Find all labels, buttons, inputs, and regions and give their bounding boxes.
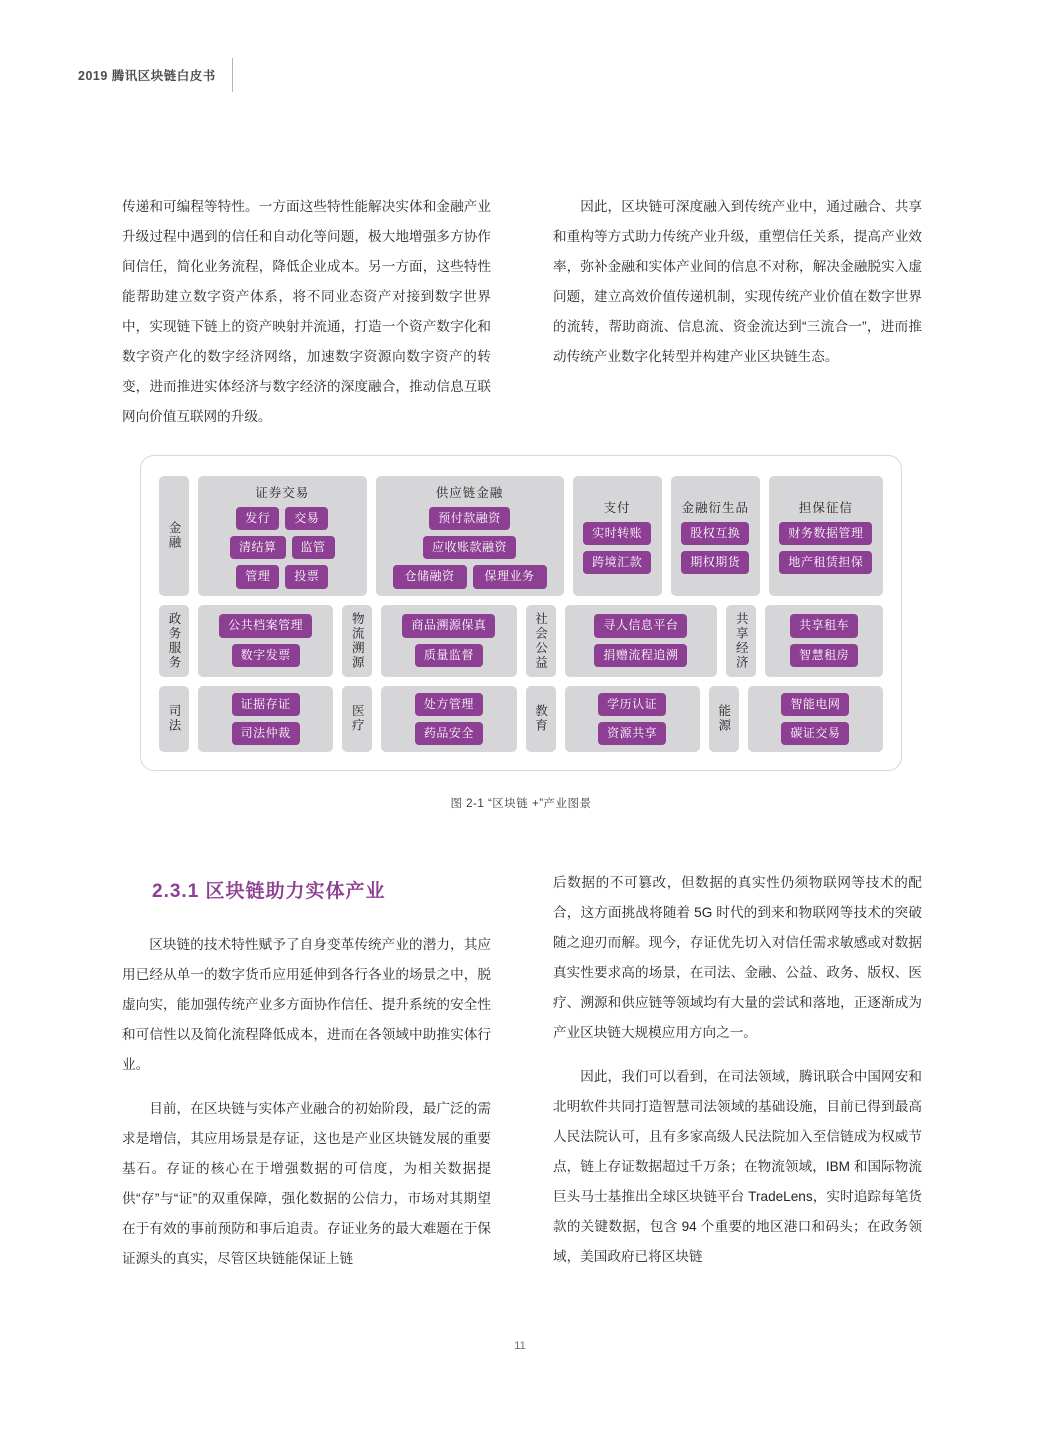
figure-chip: 质量监督 [415,644,483,667]
figure-group-title: 担保征信 [798,500,853,515]
figure-blockchain-industry-landscape [140,455,902,811]
figure-chip: 清结算 [230,536,286,559]
figure-group-sharing-economy [765,605,883,677]
figure-group-title: 供应链金融 [435,486,504,500]
figure-group-title: 支付 [603,500,631,515]
paragraph: 目前，在区块链与实体产业融合的初始阶段，最广泛的需求是增信，其应用场景是存证，这也是产业区块链发展的重要基石。存证的核心在于增强数据的可信度，为相关数据提供“存”与“证”的双重保障，强化数据的公信力，市场对其期望在于有效的事前预防和事后追责。存证业务的最大难题在于保证源头的真实，尽管区块链能保证上链 [122,1101,491,1266]
figure-group-securities [198,476,367,596]
figure-chip-list [390,614,507,666]
figure-chip: 数字发票 [232,644,300,667]
top-left-column [122,192,491,446]
figure-chip-list [390,693,507,745]
figure-category-label: 金融 [159,476,189,596]
paragraph: 传递和可编程等特性。一方面这些特性能解决实体和金融产业升级过程中遇到的信任和自动化等问题，极大地增强多方协作间信任，简化业务流程，降低企业成本。另一方面，这些特性能帮助建立数字资产体系，将不同业态资产对接到数字世界中，实现链下链上的资产映射并流通，打造一个资产数字化和数字资产化的数字经济网络，加速数字资源向数字资产的转变，进而推进实体经济与数字经济的深度融合，推动信息互联网向价值互联网的升级。 [122,199,491,424]
figure-chip-list [582,522,653,574]
bottom-text-columns [122,868,922,1288]
figure-chip-list [385,507,555,589]
figure-chip: 应收账款融资 [423,536,516,559]
header-title: 2019 腾讯区块链白皮书 [78,69,216,83]
figure-category-label: 政务服务 [159,605,189,677]
figure-group-title: 金融衍生品 [681,500,750,515]
figure-chip: 处方管理 [415,693,483,716]
figure-category-label: 物流溯源 [342,605,372,677]
figure-chip-list [680,522,751,574]
figure-category-label: 司法 [159,686,189,752]
top-right-column [553,192,922,446]
header-divider [232,58,233,92]
figure-chip: 保理业务 [473,565,547,588]
figure-chip: 投票 [285,565,328,588]
figure-chip: 证据存证 [232,693,300,716]
figure-caption: 图 2-1 “区块链 +”产业图景 [450,797,592,810]
figure-chip-list [574,693,691,745]
figure-group-guarantee-credit [769,476,883,596]
figure-chip: 学历认证 [598,693,666,716]
figure-row [159,605,883,677]
figure-chip: 期权期货 [681,551,749,574]
figure-chip: 发行 [236,507,279,530]
figure-chip-list [778,522,874,574]
figure-group-government-services [198,605,333,677]
figure-chip: 股权互换 [681,522,749,545]
figure-chip: 财务数据管理 [779,522,872,545]
figure-group-education [565,686,700,752]
page-number: 11 [514,1340,526,1352]
paragraph: 因此，区块链可深度融入到传统产业中，通过融合、共享和重构等方式助力传统产业升级，重塑信任关系，提高产业效率，弥补金融和实体产业间的信息不对称，解决金融脱实入虚问题，建立高效价值传递机制，实现传统产业价值在数字世界的流转，帮助商流、信息流、资金流达到“三流合一”，进而推动传统产业数字化转型并构建产业区块链生态。 [553,199,922,364]
figure-group-title: 证券交易 [255,486,310,500]
figure-group-public-welfare [565,605,718,677]
figure-chip: 司法仲裁 [232,722,300,745]
figure-category-label: 医疗 [342,686,372,752]
figure-group-supply-chain-finance [376,476,564,596]
figure-chip-list [757,693,874,745]
figure-group-medical [381,686,516,752]
figure-chip-list [207,614,324,666]
figure-chip-list [774,614,874,666]
section-heading: 2.3.1 区块链助力实体产业 [152,881,386,902]
figure-chip: 捐赠流程追溯 [594,644,687,667]
figure-category-label: 共享经济 [726,605,756,677]
figure-chip-list [207,693,324,745]
figure-chip: 公共档案管理 [219,614,312,637]
figure-chip: 智慧租房 [790,644,858,667]
figure-chip: 预付款融资 [429,507,510,530]
figure-chip: 跨境汇款 [583,551,651,574]
figure-group-judicial [198,686,333,752]
figure-chip: 交易 [285,507,328,530]
figure-group-payment [573,476,662,596]
bottom-right-column [553,868,922,1288]
figure-chip: 智能电网 [781,693,849,716]
figure-chip: 碳证交易 [781,722,849,745]
figure-group-logistics-traceability [381,605,516,677]
figure-row [159,476,883,596]
figure-box [140,455,902,771]
page-header [78,58,233,92]
figure-group-derivatives [671,476,760,596]
figure-category-label: 教育 [526,686,556,752]
paragraph: 后数据的不可篡改，但数据的真实性仍须物联网等技术的配合，这方面挑战将随着 5G 时代的到来和物联网等技术的突破随之迎刃而解。现今，存证优先切入对信任需求敏感或对数据真实性要求高的场景，在司法、金融、公益、政务、版权、医疗、溯源和供应链等领域均有大量的尝试和落地，正逐渐成为产业区块链大规模应用方向之一。 [553,875,922,1040]
figure-chip: 商品溯源保真 [402,614,495,637]
figure-chip: 管理 [236,565,279,588]
paragraph: 因此，我们可以看到，在司法领域，腾讯联合中国网安和北明软件共同打造智慧司法领域的基础设施，目前已得到最高人民法院认可，且有多家高级人民法院加入至信链成为权威节点，链上存证数据超过千万条；在物流领域，IBM 和国际物流巨头马士基推出全球区块链平台 TradeLens，实时追踪每笔货款的关键数据，包含 94 个重要的地区港口和码头；在政务领域，美国政府已将区块链 [553,1069,922,1264]
figure-chip-list [207,507,358,589]
figure-group-energy [748,686,883,752]
figure-chip: 监管 [292,536,335,559]
figure-chip: 资源共享 [598,722,666,745]
figure-chip: 地产租赁担保 [779,551,872,574]
top-text-columns [122,192,922,446]
figure-category-label: 能源 [709,686,739,752]
bottom-left-column [122,868,491,1288]
figure-chip: 实时转账 [583,522,651,545]
figure-category-label: 社会公益 [526,605,556,677]
figure-chip: 寻人信息平台 [594,614,687,637]
figure-chip-list [574,614,709,666]
figure-chip: 共享租车 [790,614,858,637]
figure-chip: 仓储融资 [393,565,467,588]
paragraph: 区块链的技术特性赋予了自身变革传统产业的潜力，其应用已经从单一的数字货币应用延伸到各行各业的场景之中，脱虚向实，能加强传统产业多方面协作信任、提升系统的安全性和可信性以及简化流程降低成本，进而在各领域中助推实体行业。 [122,937,491,1072]
figure-row [159,686,883,752]
figure-chip: 药品安全 [415,722,483,745]
